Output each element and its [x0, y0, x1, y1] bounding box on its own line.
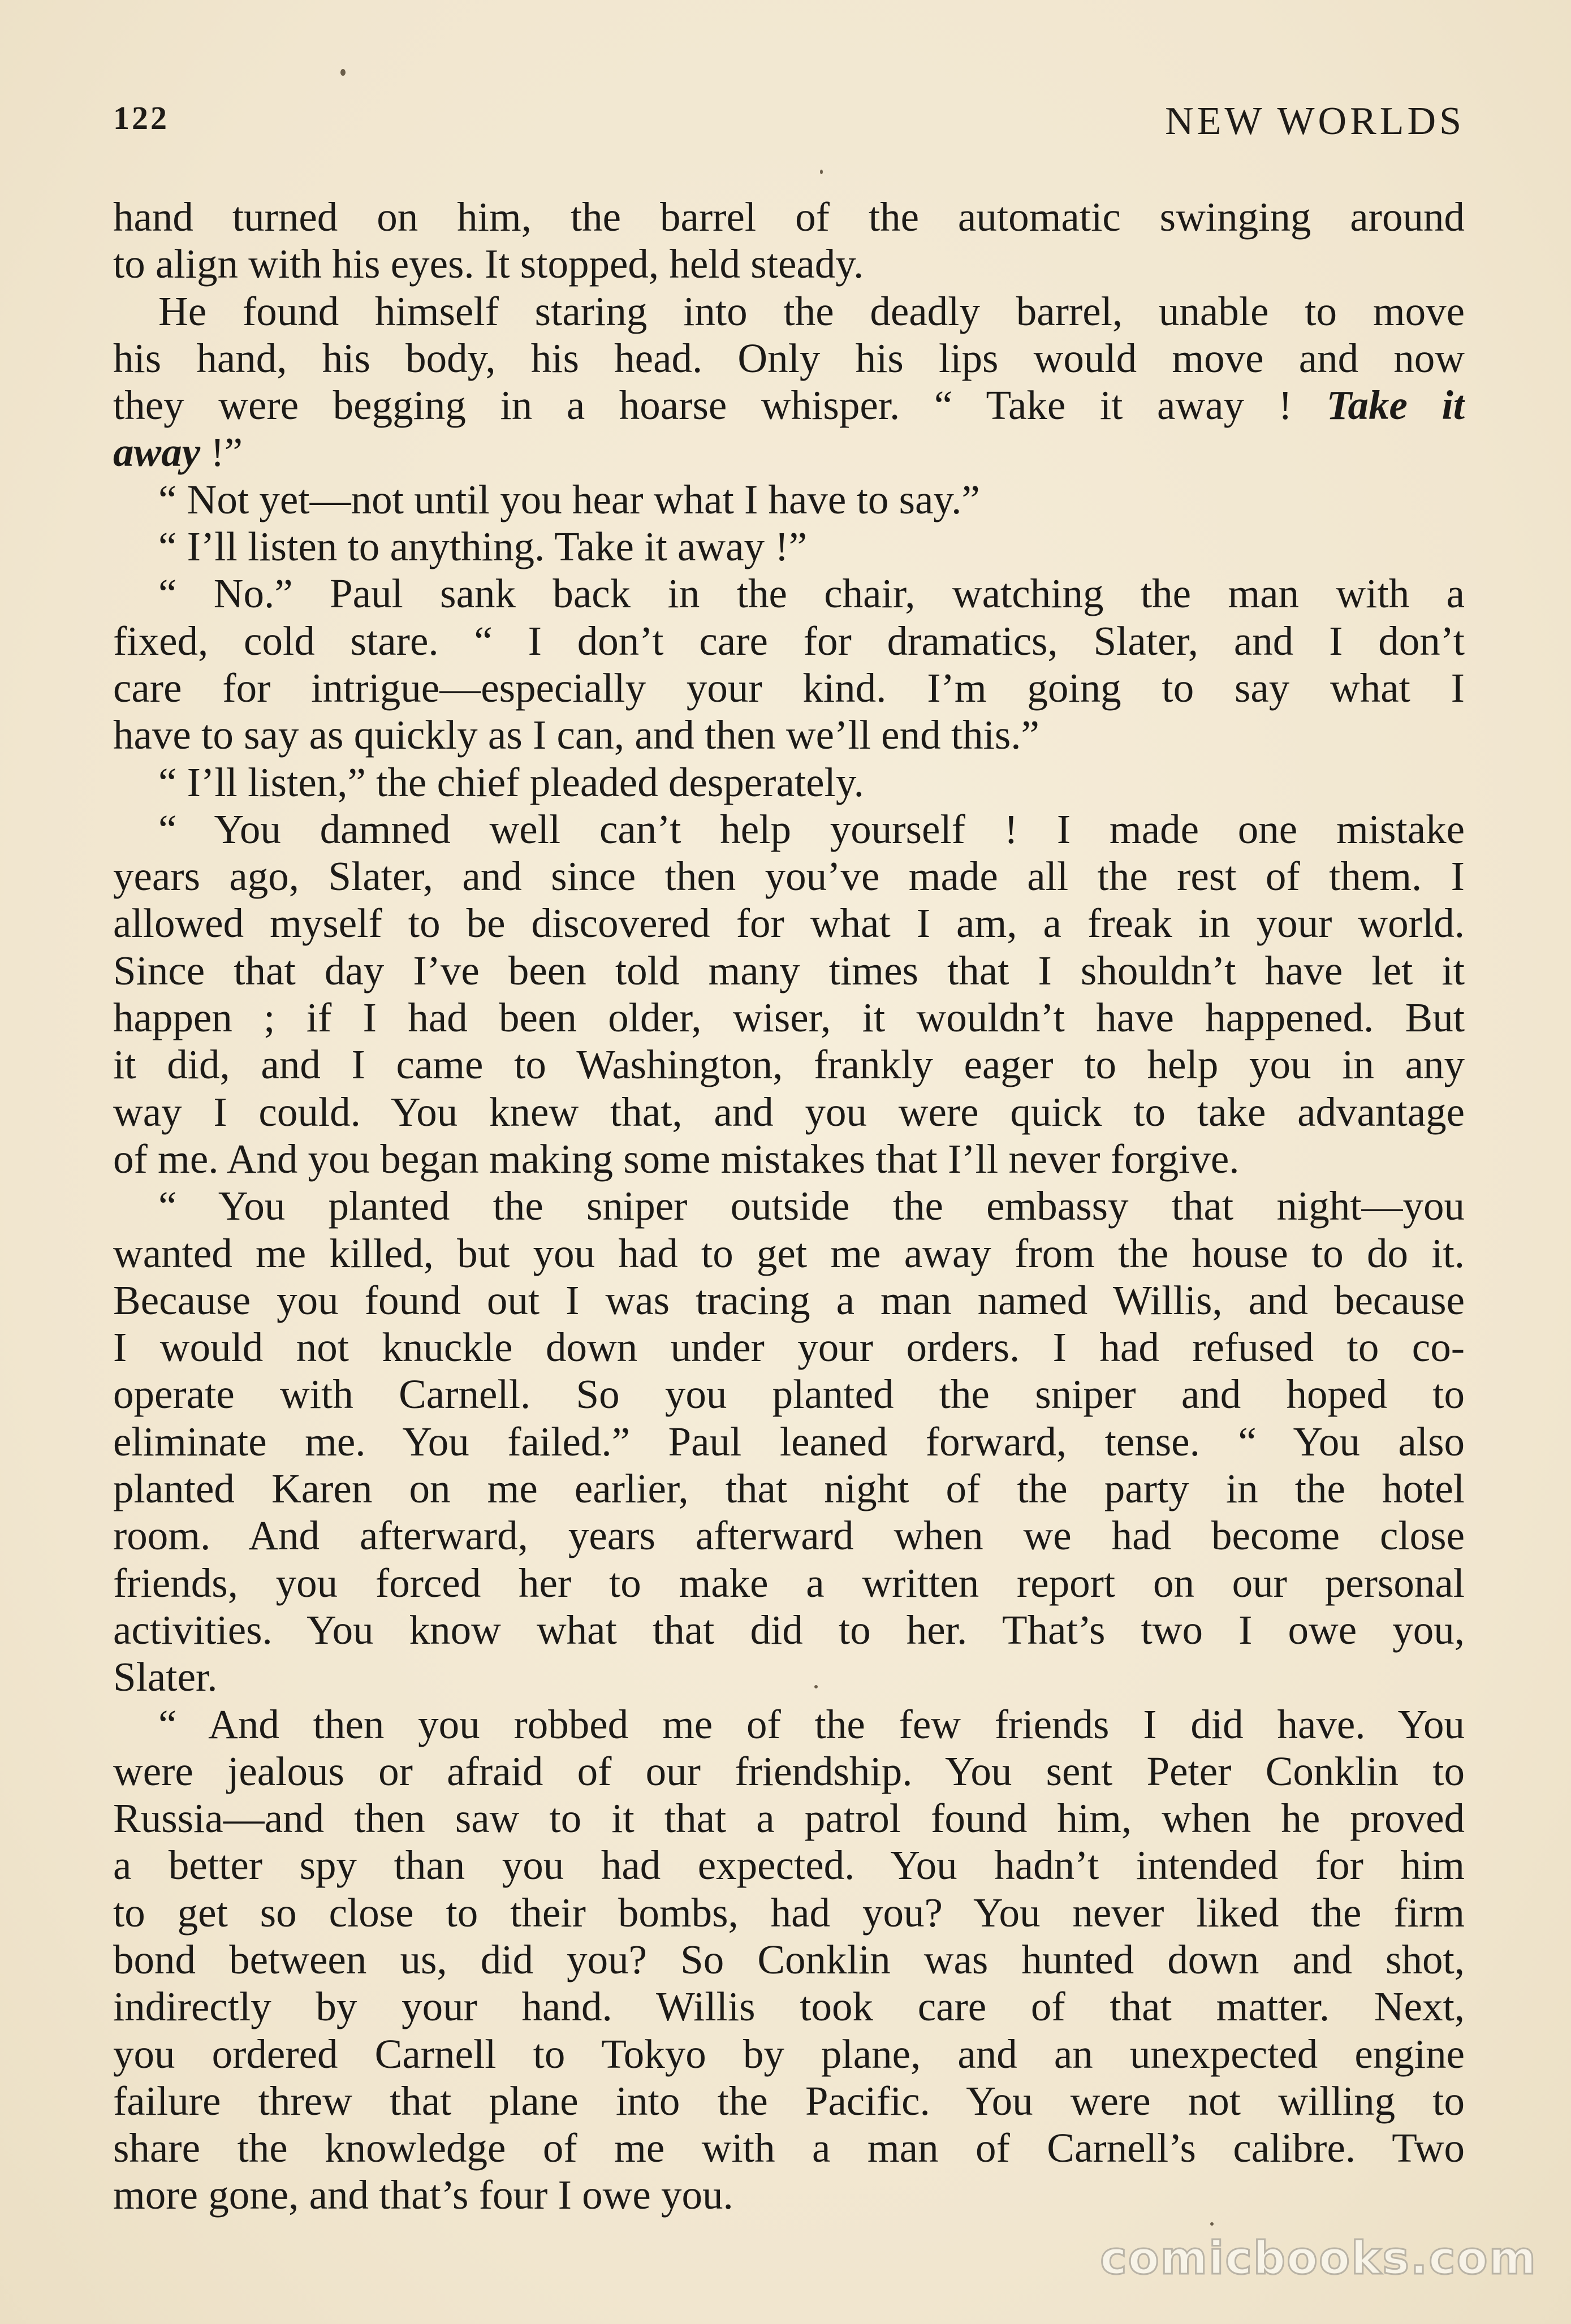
- text-line: way I could. You knew that, and you were quick to take advantage: [113, 1088, 1465, 1135]
- text-line: hand turned on him, the barrel of the automatic swinging around: [113, 194, 1465, 240]
- text-line: bond between us, did you? So Conklin was hunted down and shot,: [113, 1936, 1465, 1982]
- text-line: operate with Carnell. So you planted the sniper and hoped to: [113, 1371, 1465, 1418]
- text-line: eliminate me. You failed.” Paul leaned forward, tense. “ You also: [113, 1418, 1465, 1465]
- text-line: activities. You know what that did to her. That’s two I owe you,: [113, 1606, 1465, 1653]
- text-line: [113, 382, 1465, 429]
- text-line: “ You planted the sniper outside the embassy that night—you: [158, 1183, 1465, 1229]
- journal-title: NEW WORLDS: [1165, 100, 1465, 143]
- text-line: Russia—and then saw to it that a patrol found him, when he proved: [113, 1795, 1465, 1842]
- text-line: room. And afterward, years afterward when we had become close: [113, 1513, 1465, 1559]
- watermark: comicbooks.com: [1100, 2232, 1537, 2284]
- text-line: “ You damned well can’t help yourself ! I made one mistake: [158, 806, 1465, 852]
- text-line: have to say as quickly as I can, and then we’ll end this.”: [113, 712, 1039, 758]
- text-line: a better spy than you had expected. You hadn’t intended for him: [113, 1842, 1465, 1889]
- text-line: happen ; if I had been older, wiser, it wouldn’t have happened. But: [113, 995, 1465, 1041]
- text-line: “ Not yet—not until you hear what I have to say.”: [158, 476, 980, 522]
- paper-speck: [340, 69, 346, 76]
- text-line: Since that day I’ve been told many times that I shouldn’t have let it: [113, 947, 1465, 993]
- text-line: friends, you forced her to make a written report on our personal: [113, 1560, 1465, 1606]
- text-line: Because you found out I was tracing a man named Willis, and because: [113, 1277, 1465, 1323]
- italic-text: away: [113, 429, 201, 476]
- body-text: [113, 193, 1465, 2219]
- paper-speck: [820, 170, 823, 174]
- page-number: 122: [113, 100, 169, 136]
- text-line: “ I’ll listen to anything. Take it away !”: [158, 524, 808, 570]
- text-line: away !”: [113, 429, 243, 476]
- paper-speck: [1210, 2222, 1214, 2226]
- text-line: wanted me killed, but you had to get me away from the house to do it.: [113, 1230, 1465, 1276]
- text-line: to get so close to their bombs, had you? You never liked the firm: [113, 1889, 1465, 1936]
- text-line: you ordered Carnell to Tokyo by plane, and an unexpected engine: [113, 2031, 1465, 2077]
- text-line: indirectly by your hand. Willis took care of that matter. Next,: [113, 1984, 1465, 2030]
- text-line: to align with his eyes. It stopped, held steady.: [113, 241, 864, 287]
- text-line: of me. And you began making some mistakes that I’ll never forgive.: [113, 1135, 1240, 1182]
- text-line: He found himself staring into the deadly barrel, unable to move: [158, 288, 1465, 334]
- running-head: [113, 99, 1465, 155]
- text-line: “ No.” Paul sank back in the chair, watching the man with a: [158, 571, 1465, 617]
- text-line: “ I’ll listen,” the chief pleaded desperately.: [158, 759, 864, 805]
- text-line: Slater.: [113, 1654, 218, 1700]
- text-line: failure threw that plane into the Pacific. You were not willing to: [113, 2077, 1465, 2124]
- text-line: fixed, cold stare. “ I don’t care for dramatics, Slater, and I don’t: [113, 617, 1465, 664]
- text-line: allowed myself to be discovered for what I am, a freak in your world.: [113, 900, 1465, 947]
- text-line: care for intrigue—especially your kind. I’m going to say what I: [113, 664, 1465, 711]
- text-line: his hand, his body, his head. Only his lips would move and now: [113, 335, 1465, 381]
- text-line: share the knowledge of me with a man of Carnell’s calibre. Two: [113, 2125, 1465, 2171]
- italic-text: Take it: [1326, 382, 1465, 429]
- paper-speck: [814, 1685, 818, 1688]
- text-line: planted Karen on me earlier, that night of the party in the hotel: [113, 1466, 1465, 1512]
- text-line: it did, and I came to Washington, frankly eager to help you in any: [113, 1042, 1465, 1088]
- text-line: “ And then you robbed me of the few friends I did have. You: [158, 1701, 1465, 1747]
- text-line: I would not knuckle down under your orders. I had refused to co-: [113, 1324, 1465, 1371]
- text-line: were jealous or afraid of our friendship. You sent Peter Conklin to: [113, 1748, 1465, 1794]
- text-line: more gone, and that’s four I owe you.: [113, 2172, 733, 2218]
- text-line: years ago, Slater, and since then you’ve made all the rest of them. I: [113, 853, 1465, 900]
- text-line-part: they were begging in a hoarse whisper. “ Take it away !: [113, 382, 1292, 429]
